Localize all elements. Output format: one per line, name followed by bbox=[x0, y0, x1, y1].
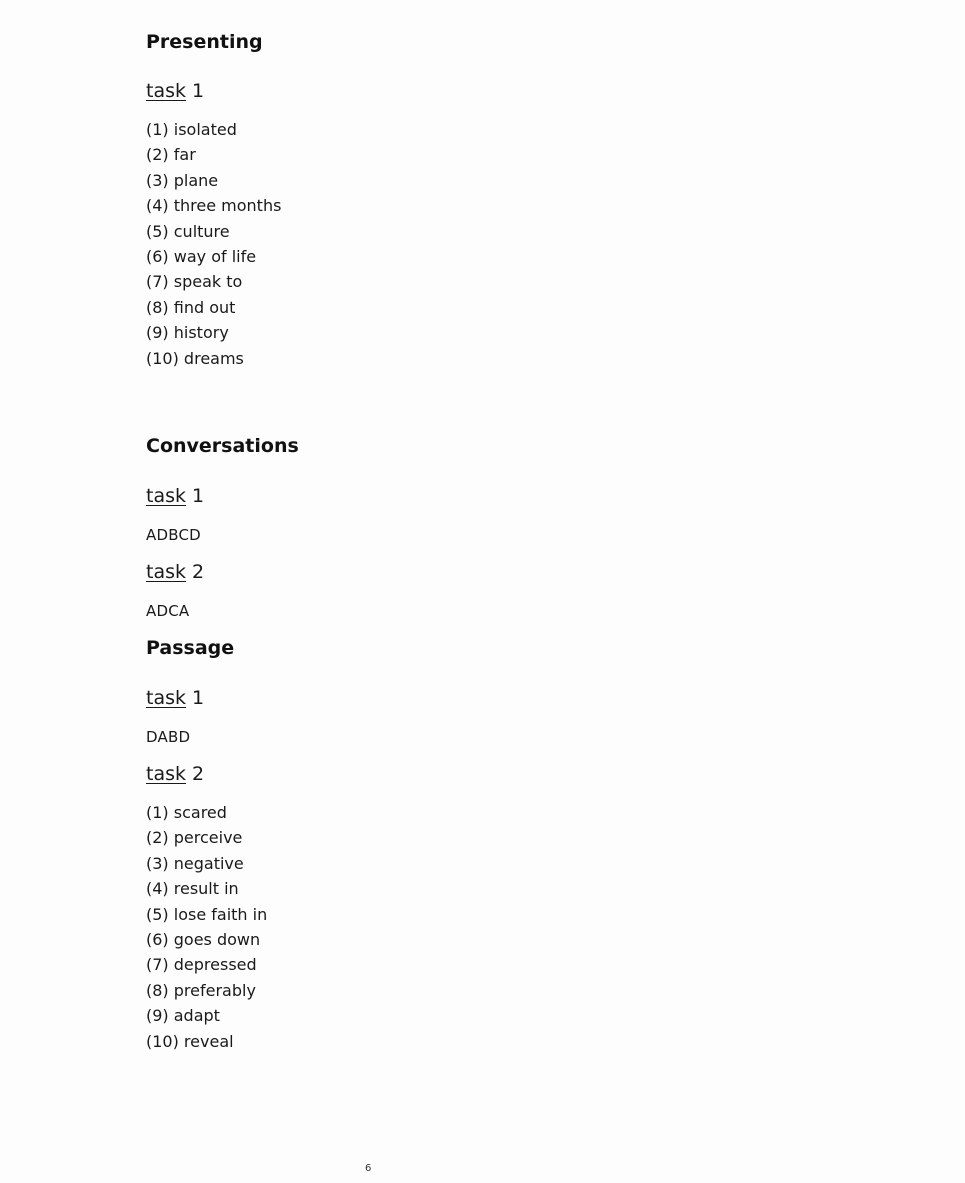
task-number: 1 bbox=[192, 485, 205, 507]
task-number: 2 bbox=[192, 561, 205, 583]
task-word: task bbox=[146, 687, 186, 709]
list-item: (7) speak to bbox=[146, 272, 243, 292]
list-item: (4) result in bbox=[146, 879, 239, 899]
passage-task2-title bbox=[146, 763, 204, 785]
task-number: 1 bbox=[192, 80, 205, 102]
list-item: (6) way of life bbox=[146, 246, 257, 266]
list-item: (1) isolated bbox=[146, 120, 237, 139]
conversations-task2-answer: ADCA bbox=[146, 602, 190, 620]
task-word: task bbox=[146, 561, 186, 583]
task-number: 1 bbox=[192, 687, 205, 709]
list-item: (8) preferably bbox=[146, 980, 256, 1000]
list-item: (1) scared bbox=[146, 803, 227, 822]
conversations-task1-answer: ADBCD bbox=[146, 526, 201, 544]
passage-task1-title bbox=[146, 687, 204, 709]
conversations-heading: Conversations bbox=[146, 435, 299, 457]
conversations-task2-title bbox=[146, 561, 204, 583]
passage-heading: Passage bbox=[146, 637, 235, 659]
task-word: task bbox=[146, 763, 186, 785]
list-item: (6) goes down bbox=[146, 929, 261, 949]
list-item: (3) plane bbox=[146, 170, 219, 190]
task-word: task bbox=[146, 485, 186, 507]
conversations-task1-title bbox=[146, 485, 204, 507]
list-item: (9) adapt bbox=[146, 1006, 220, 1026]
presenting-heading: Presenting bbox=[146, 31, 263, 53]
presenting-task1-answers bbox=[146, 117, 281, 371]
passage-task1-answer: DABD bbox=[146, 728, 191, 746]
list-item: (9) history bbox=[146, 323, 229, 343]
list-item: (5) lose faith in bbox=[146, 904, 268, 924]
list-item: (2) far bbox=[146, 145, 196, 165]
list-item: (8) find out bbox=[146, 297, 236, 317]
list-item: (10) dreams bbox=[146, 348, 244, 368]
task-number: 2 bbox=[192, 763, 205, 785]
list-item: (7) depressed bbox=[146, 955, 257, 975]
list-item: (4) three months bbox=[146, 196, 282, 216]
list-item: (3) negative bbox=[146, 853, 244, 873]
presenting-task1-title bbox=[146, 80, 204, 102]
task-word: task bbox=[146, 80, 186, 102]
list-item: (5) culture bbox=[146, 221, 230, 241]
list-item: (2) perceive bbox=[146, 828, 243, 848]
page-number: 6 bbox=[365, 1163, 372, 1174]
list-item: (10) reveal bbox=[146, 1031, 234, 1051]
passage-task2-answers bbox=[146, 800, 267, 1054]
